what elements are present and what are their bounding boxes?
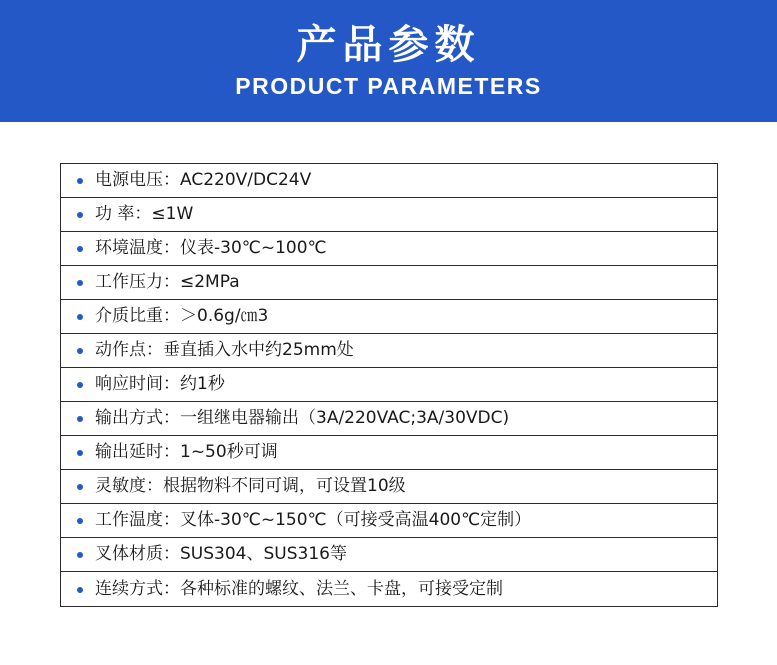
bullet-icon	[75, 243, 86, 254]
spec-text: 功 率：≤1W	[95, 204, 194, 224]
page-subtitle: PRODUCT PARAMETERS	[235, 73, 542, 100]
table-row	[61, 266, 717, 300]
table-row	[61, 300, 717, 334]
bullet-icon	[75, 584, 86, 595]
bullet-icon	[75, 379, 86, 390]
table-row	[61, 470, 717, 504]
spec-text: 电源电压：AC220V/DC24V	[95, 170, 312, 190]
page-title: 产品参数	[296, 22, 481, 69]
bullet-icon	[75, 549, 86, 560]
spec-text: 环境温度：仪表-30℃~100℃	[95, 238, 327, 258]
table-row	[61, 504, 717, 538]
spec-text: 响应时间：约1秒	[95, 374, 225, 394]
spec-text: 动作点：垂直插入水中约25mm处	[95, 340, 354, 360]
spec-text: 输出延时：1~50秒可调	[95, 442, 278, 462]
bullet-icon	[75, 413, 86, 424]
bullet-icon	[75, 311, 86, 322]
spec-text: 输出方式：一组继电器输出（3A/220VAC;3A/30VDC)	[95, 408, 510, 428]
spec-text: 叉体材质：SUS304、SUS316等	[95, 544, 347, 564]
spec-text: 连续方式：各种标准的螺纹、法兰、卡盘，可接受定制	[95, 578, 503, 599]
table-row	[61, 164, 717, 198]
spec-text: 工作压力：≤2MPa	[95, 272, 240, 292]
page-header	[0, 0, 777, 122]
bullet-icon	[75, 175, 86, 186]
bullet-icon	[75, 345, 86, 356]
specification-table	[60, 163, 718, 607]
table-row	[61, 334, 717, 368]
bullet-icon	[75, 277, 86, 288]
spec-text: 介质比重：＞0.6g/㎝3	[95, 306, 269, 326]
table-row	[61, 368, 717, 402]
bullet-icon	[75, 481, 86, 492]
table-row	[61, 538, 717, 572]
bullet-icon	[75, 209, 86, 220]
table-row	[61, 198, 717, 232]
table-row	[61, 436, 717, 470]
spec-text: 工作温度：叉体-30℃~150℃（可接受高温400℃定制）	[95, 510, 532, 530]
table-row	[61, 402, 717, 436]
table-row	[61, 232, 717, 266]
bullet-icon	[75, 515, 86, 526]
spec-text: 灵敏度：根据物料不同可调，可设置10级	[95, 476, 406, 496]
table-row	[61, 572, 717, 606]
bullet-icon	[75, 447, 86, 458]
